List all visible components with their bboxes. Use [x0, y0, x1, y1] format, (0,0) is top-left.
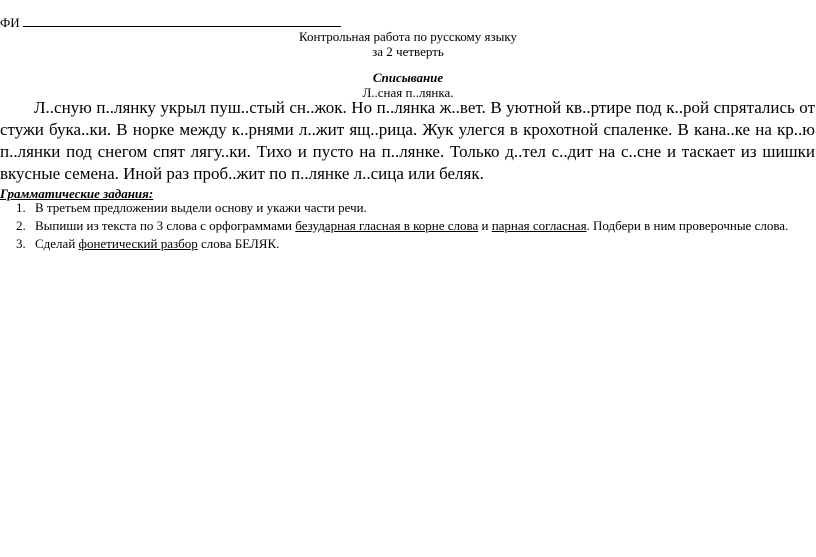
task-underlined-term: безударная гласная в корне слова — [295, 218, 479, 233]
task-text: Сделай — [35, 236, 79, 251]
task-number: 1. — [16, 200, 26, 215]
task-item — [0, 236, 815, 252]
page-subtitle: за 2 четверть — [372, 44, 444, 59]
page-title: Контрольная работа по русскому языку — [298, 29, 518, 44]
task-text: . Подбери в ним проверочные слова. — [586, 218, 789, 233]
task-text: В третьем предложении выдели основу и укажи части речи. — [35, 200, 367, 215]
name-field-blank — [23, 14, 341, 27]
task-text: слова БЕЛЯК. — [197, 236, 280, 251]
task-number: 2. — [16, 218, 26, 233]
dictation-title: Л..сная п..лянка. — [362, 85, 454, 100]
task-underlined-term: фонетический разбор — [78, 236, 198, 251]
task-item — [0, 200, 815, 216]
dictation-text: Л..сную п..лянку укрыл пуш..стый сн..жок. Но п..лянка ж..вет. В уютной кв..ртире под к..рой спрятались от стужи бука..ки. В норке между к..рнями л..жит ящ..рица. Жук улегся в крохотной спаленке. В кана..ке на кр..ю п..лянки под снегом спят лягу..ки. Тихо и пусто на п..лянке. Только д..тел с..дит на с..сне и таскает из шишки вкусные семена. Иной раз проб..жит по п..лянке л..сица или беляк. — [0, 98, 815, 183]
task-list — [0, 200, 815, 254]
tasks-title: Грамматические задания: — [0, 186, 154, 201]
task-text: и — [478, 218, 492, 233]
name-field-line — [0, 14, 341, 30]
task-number: 3. — [16, 236, 26, 251]
task-underlined-term: парная согласная — [491, 218, 587, 233]
task-item — [0, 218, 815, 234]
name-field-label: ФИ — [0, 15, 20, 30]
section-title-copying: Списывание — [372, 70, 444, 85]
task-text: Выпиши из текста по 3 слова с орфограммами — [35, 218, 296, 233]
